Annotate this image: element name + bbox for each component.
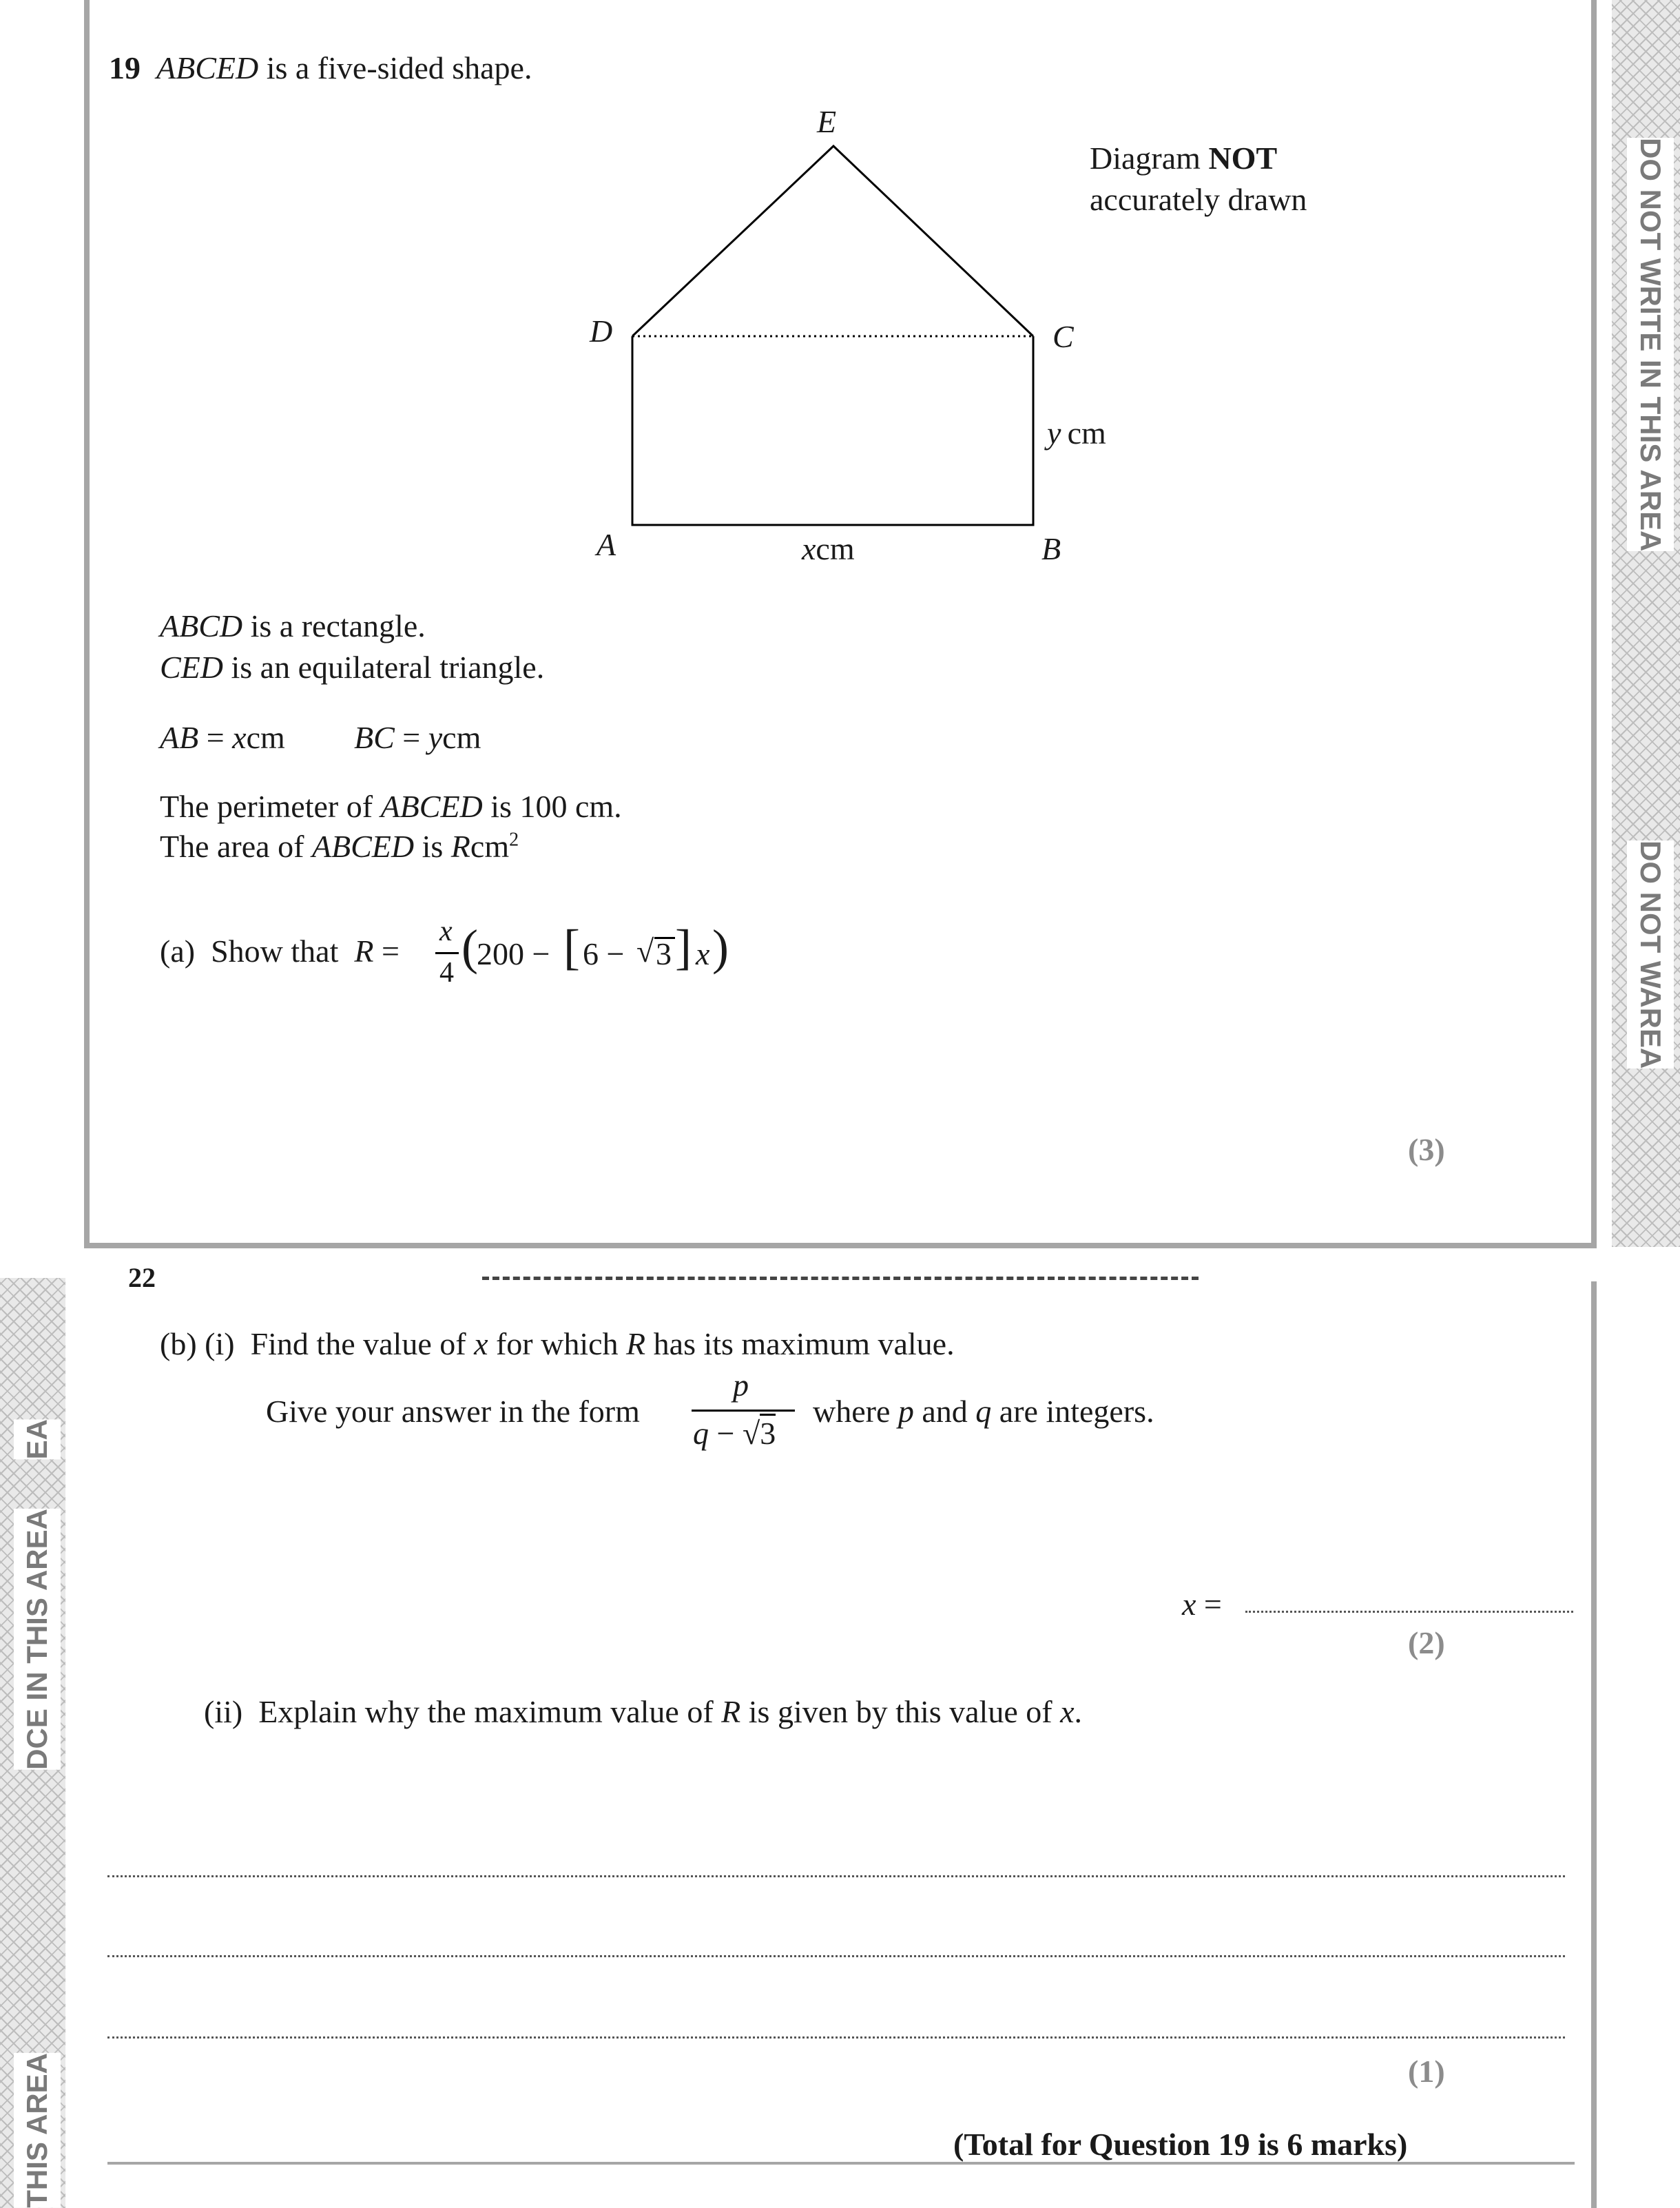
part-a-frac-den: 4 bbox=[439, 957, 454, 989]
bottom-page-right-border bbox=[1591, 1281, 1597, 2208]
part-a-close-bracket: ] bbox=[675, 920, 692, 975]
side-label-y: y cm bbox=[1047, 415, 1106, 451]
vertex-label-d: D bbox=[590, 313, 613, 349]
question-total: (Total for Question 19 is 6 marks) bbox=[953, 2127, 1408, 2162]
vertex-label-e: E bbox=[817, 104, 837, 139]
part-a-close-paren: ) bbox=[712, 920, 729, 975]
fact-triangle: CED is an equilateral triangle. bbox=[160, 650, 545, 685]
part-b-i-frac-bar bbox=[692, 1410, 795, 1412]
part-b-i-frac-num: p bbox=[733, 1368, 749, 1403]
side-label-x: xcm bbox=[802, 531, 855, 566]
part-a-open-bracket: [ bbox=[563, 920, 580, 975]
part-a-sqrt-arg: 3 bbox=[656, 936, 672, 971]
fact-area: The area of ABCED is Rcm$^2$ bbox=[160, 829, 519, 864]
part-a-open-paren: ( bbox=[462, 920, 478, 975]
fact-ab: AB = xcm bbox=[160, 720, 285, 755]
left-margin-label-1: EA bbox=[14, 1419, 61, 1459]
part-b-ii-marks: (1) bbox=[1408, 2054, 1445, 2089]
page-number: 22 bbox=[128, 1262, 156, 1293]
shape-diagram bbox=[0, 0, 1680, 620]
question-intro: is a five-sided shape. bbox=[266, 50, 532, 85]
fact-bc: BC = ycm bbox=[354, 720, 481, 755]
part-b-i-marks: (2) bbox=[1408, 1625, 1445, 1660]
answer-line-3[interactable] bbox=[107, 2036, 1565, 2039]
diagram-note: Diagram NOT accurately drawn bbox=[1090, 141, 1307, 217]
part-b-i-answer-field[interactable] bbox=[1245, 1611, 1573, 1613]
answer-line-2[interactable] bbox=[107, 1955, 1565, 1957]
top-page-bottom-border bbox=[84, 1243, 1597, 1248]
part-a-200: 200 − bbox=[477, 936, 550, 971]
vertex-label-c: C bbox=[1052, 319, 1074, 354]
left-margin-label-3: THIS AREA bbox=[14, 2053, 61, 2208]
part-b-ii-prompt: (ii) Explain why the maximum value of R is given by this value of x. bbox=[204, 1694, 1082, 1729]
total-underline bbox=[107, 2162, 1575, 2165]
part-a-sqrt-symbol: √ bbox=[636, 933, 654, 969]
part-b-i-prompt: (b) (i) Find the value of x for which R has its maximum value. bbox=[160, 1326, 955, 1361]
part-b-i-answer-label: x = bbox=[1182, 1587, 1222, 1622]
part-b-i-frac-den: q − √3 bbox=[693, 1414, 776, 1454]
question-number: 19 bbox=[109, 50, 141, 85]
part-a-prompt: (a) Show that R = bbox=[160, 933, 400, 969]
rectangle-sides bbox=[632, 336, 1033, 525]
vertex-label-a: A bbox=[597, 527, 616, 562]
answer-line-1[interactable] bbox=[107, 1875, 1565, 1877]
cropped-header-line bbox=[482, 1277, 1199, 1280]
left-margin-label-2: DCE IN THIS AREA bbox=[14, 1509, 61, 1770]
part-a-6-minus: 6 − bbox=[583, 936, 625, 971]
part-a-x: x bbox=[696, 936, 710, 971]
part-a-marks: (3) bbox=[1408, 1132, 1445, 1167]
right-margin-label-1: DO NOT WRITE IN THIS AREA bbox=[1627, 138, 1674, 551]
fact-rectangle: ABCD is a rectangle. bbox=[160, 608, 426, 643]
right-margin-label-2: DO NOT WAREA bbox=[1627, 840, 1674, 1069]
shape-name: ABCED bbox=[156, 50, 259, 85]
triangle-sides bbox=[632, 146, 1033, 336]
part-a-frac-num: x bbox=[439, 916, 453, 947]
vertex-label-b: B bbox=[1041, 531, 1061, 566]
part-b-i-form-rest: where p and q are integers. bbox=[813, 1394, 1154, 1429]
part-b-i-form-text: Give your answer in the form bbox=[266, 1394, 640, 1429]
fact-perimeter: The perimeter of ABCED is 100 cm. bbox=[160, 789, 622, 824]
part-a-frac-bar bbox=[435, 952, 459, 954]
